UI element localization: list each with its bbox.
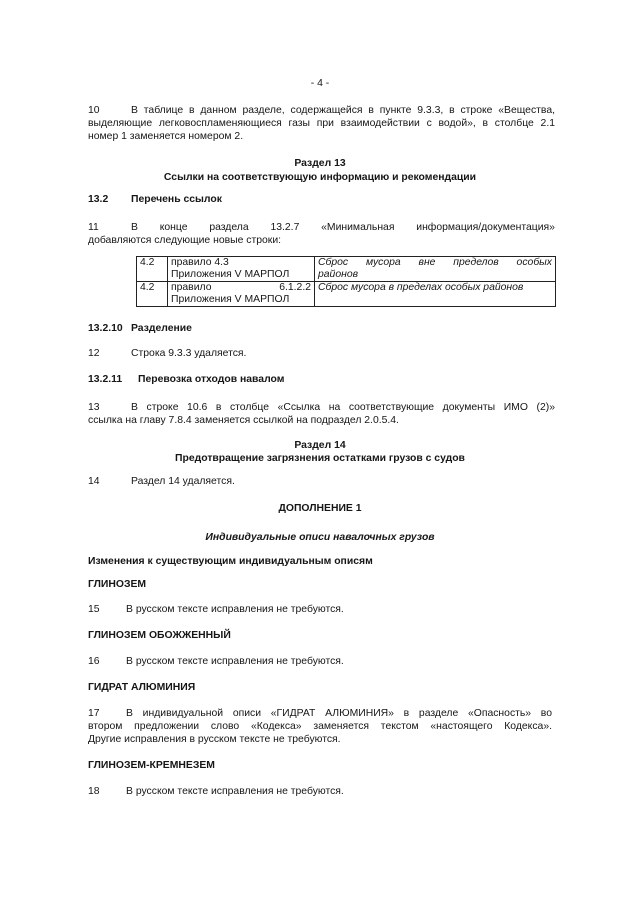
table-cell-instrument	[168, 257, 315, 282]
para-14-text: Раздел 14 удаляется.	[131, 476, 235, 487]
section-13-title: Раздел 13	[294, 158, 346, 169]
para-17-line-1: В индивидуальной описи «ГИДРАТ АЛЮМИНИЯ» в разделе «Опасность» во	[126, 708, 552, 719]
references-table	[136, 256, 556, 307]
addendum-subtitle: Индивидуальные описи навалочных грузов	[205, 532, 435, 543]
description-line-1: Сброс мусора в пределах особых районов	[318, 282, 524, 293]
para-10-line-3: номер 1 заменяется номером 2.	[88, 131, 244, 142]
para-14-number: 14	[88, 476, 100, 487]
para-13-line-2: ссылка на главу 7.8.4 заменяется ссылкой на подраздел 2.0.5.4.	[88, 415, 399, 426]
changes-heading: Изменения к существующим индивидуальным описям	[88, 556, 373, 567]
para-11-word: конце	[159, 222, 188, 233]
heading-13-2-10-number: 13.2.10	[88, 323, 123, 334]
para-18-text: В русском тексте исправления не требуются.	[126, 786, 344, 797]
heading-13-2-11-number: 13.2.11	[88, 374, 123, 385]
heading-glinozem-obozhzhennyi: ГЛИНОЗЕМ ОБОЖЖЕННЫЙ	[88, 630, 231, 641]
para-12-number: 12	[88, 348, 100, 359]
para-10-line-2: выделяющие легковоспламеняющиеся газы при взаимодействии с водой», в столбце 2.1	[88, 118, 555, 129]
para-11-word: В	[131, 222, 138, 233]
description-line-2: районов	[318, 269, 359, 280]
instrument-rule	[171, 282, 311, 294]
para-13-line-1: В строке 10.6 в столбце «Ссылка на соответствующие документы ИМО (2)»	[131, 402, 555, 413]
instrument-rule-number: 6.1.2.2	[279, 282, 311, 293]
para-10-line-1: В таблице в данном разделе, содержащейся в пункте 9.3.3, в строке «Вещества,	[131, 105, 555, 116]
para-12-text: Строка 9.3.3 удаляется.	[131, 348, 247, 359]
table-cell-instrument	[168, 282, 315, 307]
table-cell-regulation-section: 4.2	[137, 282, 168, 307]
heading-glinozem-kremnezem: ГЛИНОЗЕМ-КРЕМНЕЗЕМ	[88, 760, 215, 771]
heading-13-2-10-text: Разделение	[131, 323, 192, 334]
heading-glinozem: ГЛИНОЗЕМ	[88, 579, 147, 590]
para-11-word: 13.2.7	[270, 222, 300, 233]
para-11-line-2: добавляются следующие новые строки:	[88, 235, 282, 246]
para-16-number: 16	[88, 656, 100, 667]
addendum-title: ДОПОЛНЕНИЕ 1	[278, 503, 362, 514]
heading-13-2-text: Перечень ссылок	[131, 194, 222, 205]
instrument-rule: правило 4.3	[171, 257, 229, 268]
table-cell-regulation-section: 4.2	[137, 257, 168, 282]
para-11-line-1	[131, 221, 555, 234]
section-13-subtitle: Ссылки на соответствующую информацию и рекомендации	[163, 172, 477, 183]
para-11-word: информация/документация»	[416, 222, 555, 233]
para-11-word: раздела	[209, 222, 249, 233]
para-10-number: 10	[88, 105, 100, 116]
section-14-title: Раздел 14	[294, 440, 346, 451]
heading-13-2-11-text: Перевозка отходов навалом	[138, 374, 285, 385]
heading-13-2-number: 13.2	[88, 194, 109, 205]
description-line-1: Сброс мусора вне пределов особых	[318, 257, 552, 268]
heading-gidrat-alyuminiya: ГИДРАТ АЛЮМИНИЯ	[88, 682, 196, 693]
instrument-rule-word: правило	[171, 282, 212, 293]
para-11-word: «Минимальная	[321, 222, 395, 233]
table-cell-description	[315, 257, 556, 282]
para-13-number: 13	[88, 402, 100, 413]
table-row	[137, 282, 556, 307]
page-number: - 4 -	[310, 78, 330, 89]
para-17-line-3: Другие исправления в русском тексте не требуются.	[88, 734, 341, 745]
para-17-number: 17	[88, 708, 100, 719]
para-18-number: 18	[88, 786, 100, 797]
para-15-text: В русском тексте исправления не требуются.	[126, 604, 344, 615]
para-17-line-2: втором предложении слово «Кодекса» заменяется текстом «настоящего Кодекса».	[88, 721, 552, 732]
para-15-number: 15	[88, 604, 100, 615]
instrument-annex: Приложения V МАРПОЛ	[171, 269, 290, 280]
table-row	[137, 257, 556, 282]
instrument-annex: Приложения V МАРПОЛ	[171, 294, 290, 305]
section-14-subtitle: Предотвращение загрязнения остатками грузов с судов	[175, 453, 465, 464]
para-11-number: 11	[88, 222, 99, 233]
para-16-text: В русском тексте исправления не требуются.	[126, 656, 344, 667]
table-cell-description	[315, 282, 556, 307]
